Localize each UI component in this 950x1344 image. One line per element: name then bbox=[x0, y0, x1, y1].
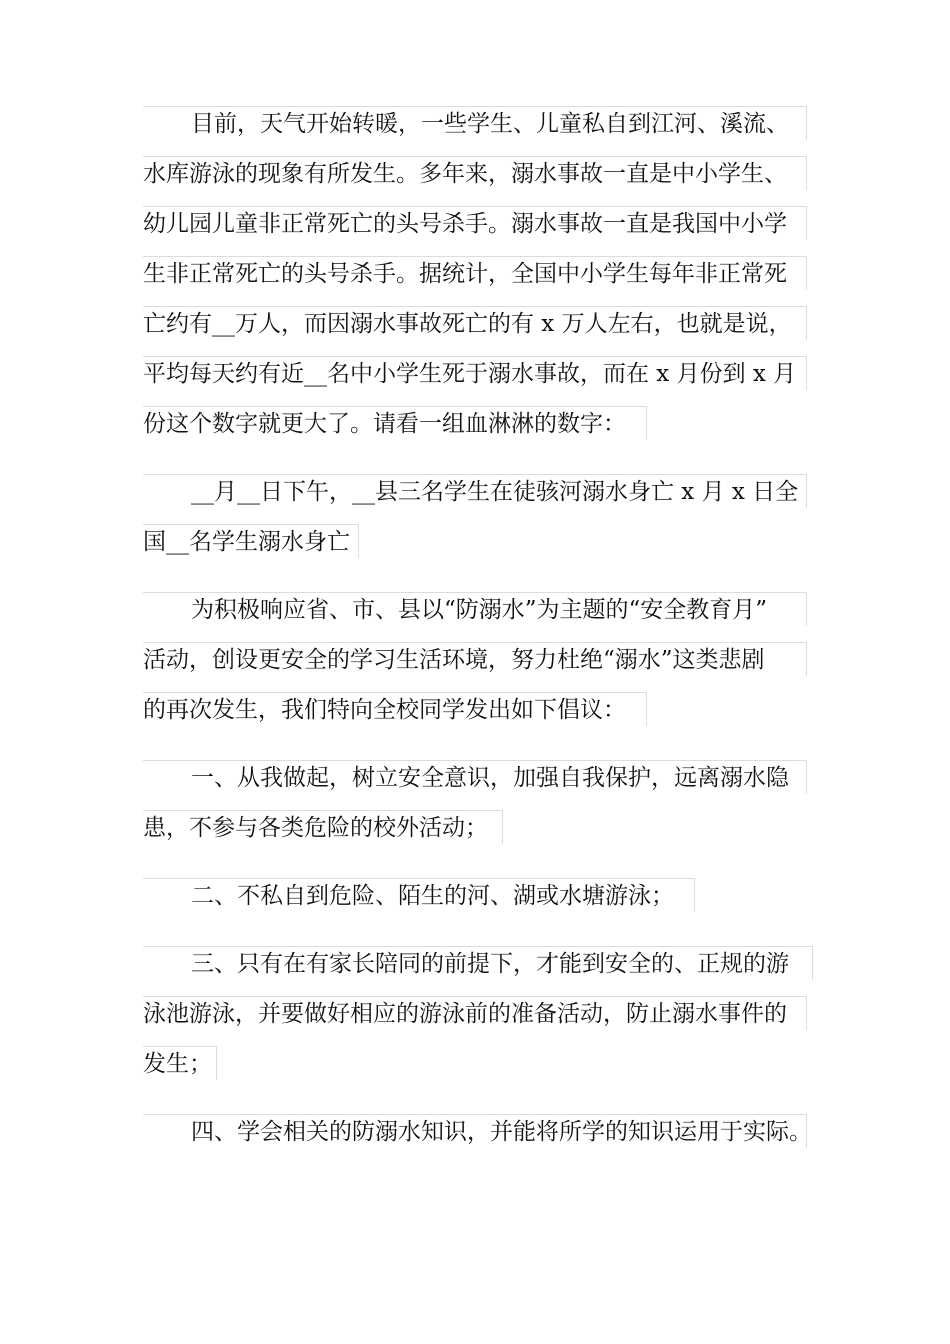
paragraph-1-line-2: 水库游泳的现象有所发生。多年来，溺水事故一直是中小学生、 bbox=[143, 156, 807, 190]
paragraph-2-line-2: 国__名学生溺水身亡 bbox=[143, 524, 359, 558]
paragraph-2-line-1: __月__日下午，__县三名学生在徒骇河溺水身亡 x 月 x 日全 bbox=[143, 474, 807, 508]
paragraph-4-line-1: 一、从我做起，树立安全意识，加强自我保护，远离溺水隐 bbox=[143, 760, 807, 794]
paragraph-6-line-1: 三、只有在有家长陪同的前提下，才能到安全的、正规的游 bbox=[143, 946, 813, 980]
paragraph-5-line-1: 二、不私自到危险、陌生的河、湖或水塘游泳； bbox=[143, 878, 695, 912]
paragraph-4-line-2: 患，不参与各类危险的校外活动； bbox=[143, 810, 503, 844]
paragraph-3-line-3: 的再次发生，我们特向全校同学发出如下倡议： bbox=[143, 692, 647, 726]
paragraph-3-line-1: 为积极响应省、市、县以“防溺水”为主题的“安全教育月” bbox=[143, 592, 807, 626]
paragraph-3-line-2: 活动，创设更安全的学习生活环境，努力杜绝“溺水”这类悲剧 bbox=[143, 642, 807, 676]
paragraph-1-line-4: 生非正常死亡的头号杀手。据统计，全国中小学生每年非正常死 bbox=[143, 256, 807, 290]
paragraph-1-line-6: 平均每天约有近__名中小学生死于溺水事故，而在 x 月份到 x 月 bbox=[143, 356, 807, 390]
paragraph-1-line-3: 幼儿园儿童非正常死亡的头号杀手。溺水事故一直是我国中小学 bbox=[143, 206, 807, 240]
paragraph-1-line-7: 份这个数字就更大了。请看一组血淋淋的数字： bbox=[143, 406, 647, 440]
paragraph-1-line-1: 目前，天气开始转暖，一些学生、儿童私自到江河、溪流、 bbox=[143, 106, 807, 140]
paragraph-7-line-1: 四、学会相关的防溺水知识，并能将所学的知识运用于实际。 bbox=[143, 1114, 807, 1148]
paragraph-6-line-3: 发生； bbox=[143, 1046, 217, 1080]
paragraph-1-line-5: 亡约有__万人，而因溺水事故死亡的有 x 万人左右，也就是说， bbox=[143, 306, 807, 340]
paragraph-6-line-2: 泳池游泳，并要做好相应的游泳前的准备活动，防止溺水事件的 bbox=[143, 996, 807, 1030]
